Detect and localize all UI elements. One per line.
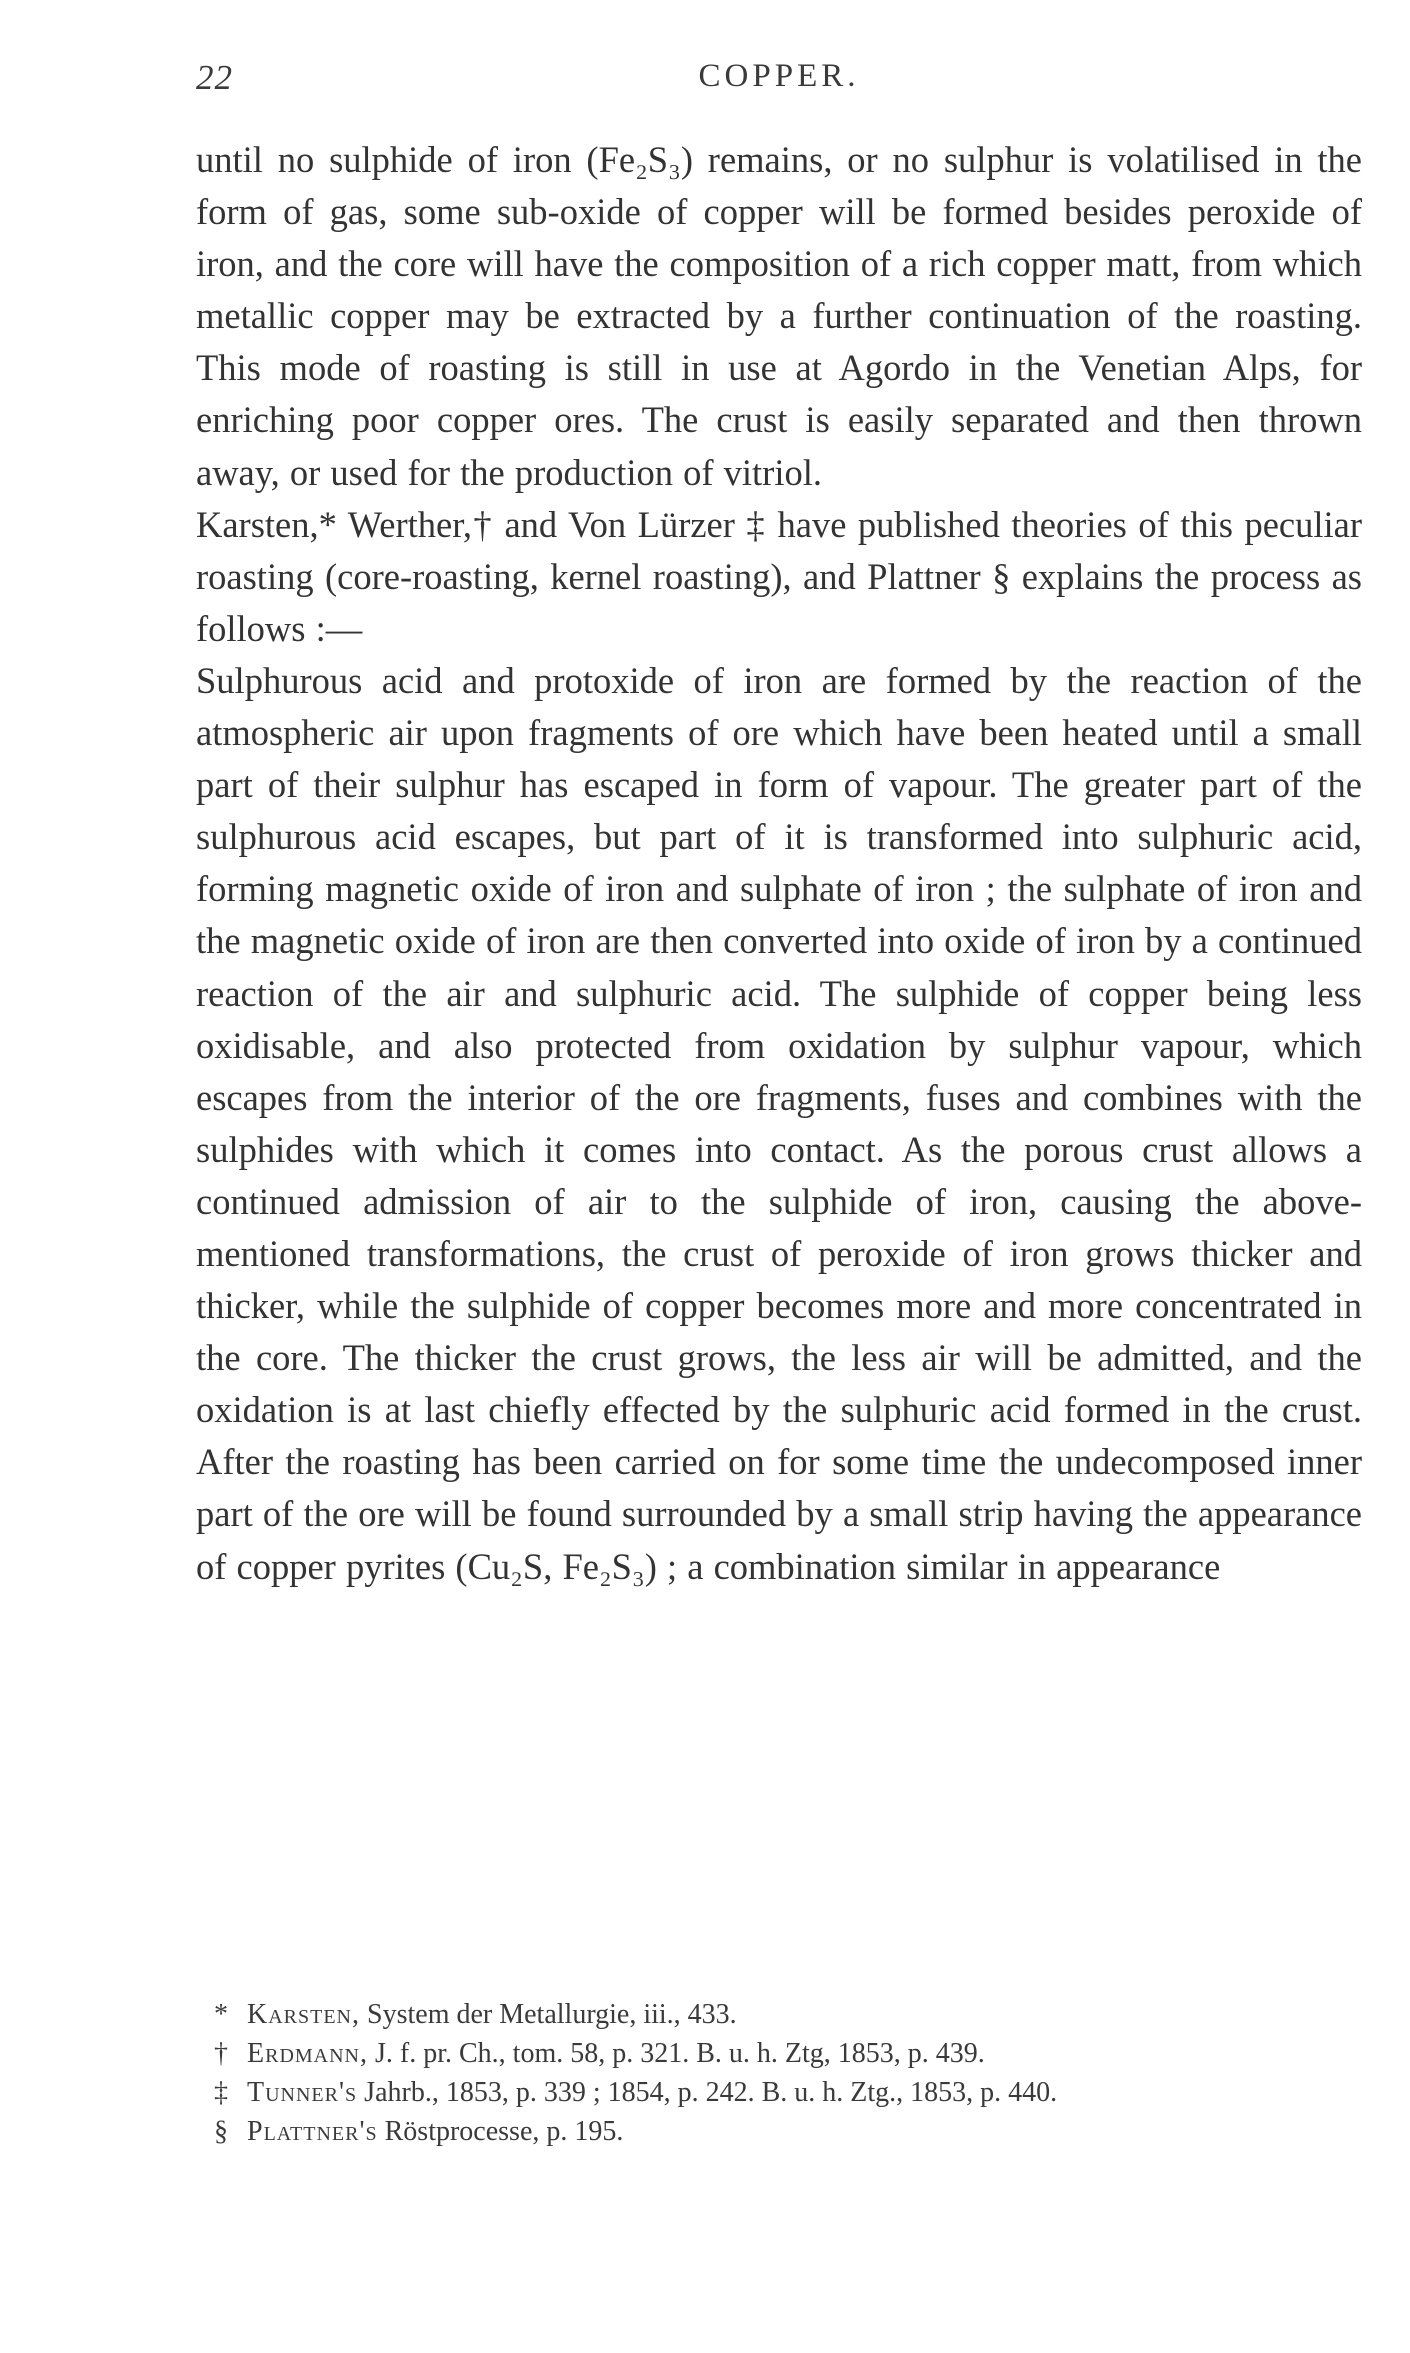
body-text bbox=[196, 134, 1362, 1593]
footnote-text: System der Metallurgie, iii., 433. bbox=[367, 1999, 737, 2030]
footnote bbox=[196, 1995, 1362, 2034]
footnotes bbox=[196, 1995, 1362, 2151]
page-number: 22 bbox=[196, 58, 233, 97]
footnote-author: Tunner's bbox=[247, 2077, 358, 2108]
footnote-author: Karsten, bbox=[247, 1999, 361, 2030]
footnote bbox=[196, 2073, 1362, 2112]
footnote bbox=[196, 2112, 1362, 2151]
footnote-author: Erdmann, bbox=[247, 2038, 368, 2069]
paragraph: until no sulphide of iron (Fe₂S₃) remains, or no sulphur is volatilised in the form of gas, some sub-oxide of copper will be formed besides peroxide of iron, and the core will have the composition of a rich copper matt, from which metallic copper may be extracted by a further continuation of the roasting. This mode of roasting is still in use at Agordo in the Venetian Alps, for enriching poor copper ores. The crust is easily separated and then thrown away, or used for the production of vitriol. bbox=[196, 139, 1362, 493]
footnote-text: Jahrb., 1853, p. 339 ; 1854, p. 242. B. u. h. Ztg., 1853, p. 440. bbox=[364, 2077, 1058, 2108]
footnote-mark: § bbox=[214, 2116, 228, 2147]
paragraph: Karsten,* Werther,† and Von Lürzer ‡ have published theories of this peculiar roasting (core-roasting, kernel roasting), and Plattner § explains the process as follows :— bbox=[196, 503, 1362, 649]
page-header bbox=[196, 58, 1362, 104]
footnote-mark: ‡ bbox=[214, 2077, 228, 2108]
running-title: COPPER. bbox=[698, 58, 860, 94]
footnote-text: Röstprocesse, p. 195. bbox=[384, 2116, 624, 2147]
footnote-mark: * bbox=[214, 1999, 228, 2030]
paragraph: Sulphurous acid and protoxide of iron are formed by the reaction of the atmospheric air upon fragments of ore which have been heated until a small part of their sulphur has escaped in form of vapour. The greater part of the sulphurous acid escapes, but part of it is transformed into sulphuric acid, forming magnetic oxide of iron and sulphate of iron ; the sulphate of iron and the magnetic oxide of iron are then converted into oxide of iron by a continued reaction of the air and sulphuric acid. The sulphide of copper being less oxidisable, and also protected from oxidation by sulphur vapour, which escapes from the interior of the ore fragments, fuses and combines with the sulphides with which it comes into contact. As the porous crust allows a continued admission of air to the sulphide of iron, causing the above-mentioned transformations, the crust of peroxide of iron grows thicker and thicker, while the sulphide of copper becomes more and more concentrated in the core. The thicker the crust grows, the less air will be admitted, and the oxidation is at last chiefly effected by the sulphuric acid formed in the crust. After the roasting has been carried on for some time the undecomposed inner part of the ore will be found surrounded by a small strip having the appearance of copper pyrites (Cu₂S, Fe₂S₃) ; a combination similar in appearance bbox=[196, 659, 1362, 1587]
footnote-author: Plattner's bbox=[247, 2116, 378, 2147]
footnote-text: J. f. pr. Ch., tom. 58, p. 321. B. u. h. Ztg, 1853, p. 439. bbox=[375, 2038, 985, 2069]
footnote-mark: † bbox=[214, 2038, 228, 2069]
footnote bbox=[196, 2034, 1362, 2073]
